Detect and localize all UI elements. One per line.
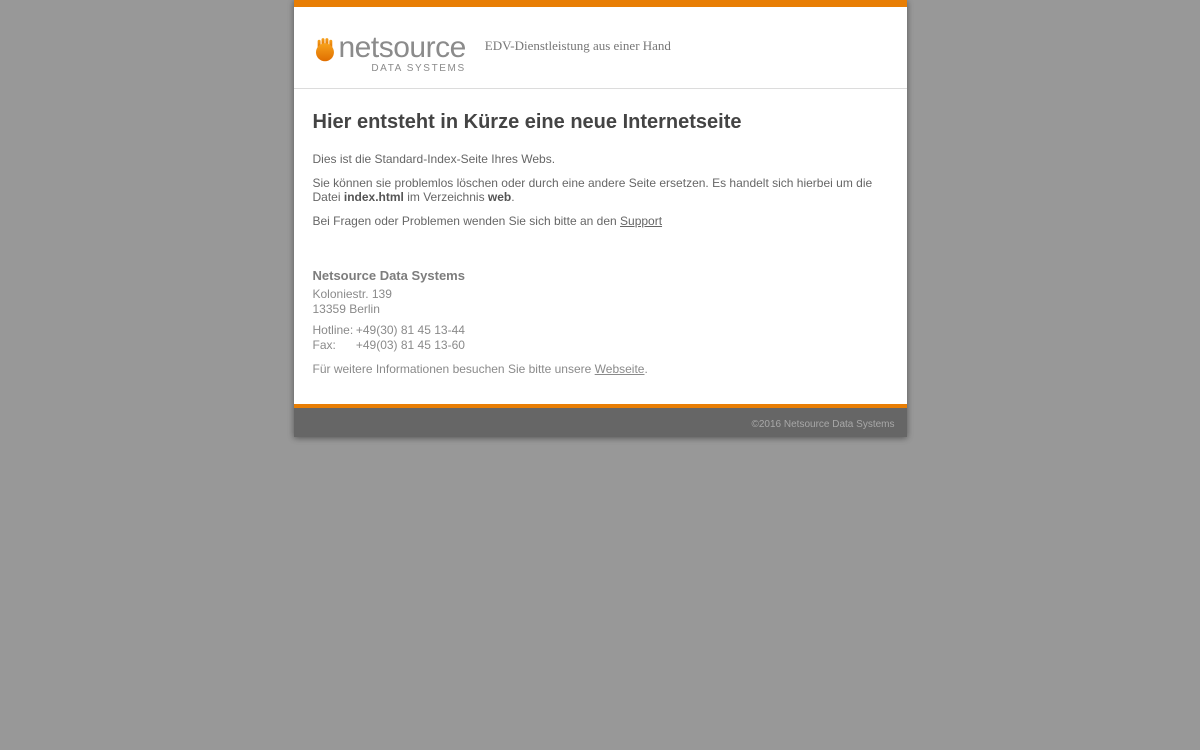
hotline-label: Hotline: (312, 323, 354, 337)
support-link[interactable]: Support (620, 214, 663, 228)
city-address: 13359 Berlin (312, 302, 380, 316)
replace-info-text-2: im Verzeichnis (403, 190, 488, 204)
top-accent-bar (294, 0, 907, 7)
footer (294, 408, 907, 437)
directory-text: web (487, 190, 512, 204)
logo-name: netsource (338, 31, 466, 64)
paragraph-standard-index-text: Dies ist die Standard-Index-Seite Ihres Webs. (312, 152, 556, 166)
replace-info-text-1: Sie können sie problemlos löschen oder durch eine andere Seite ersetzen. Es handelt sich hierbei um die Datei (312, 176, 873, 204)
header (294, 7, 907, 89)
logo-subtitle: DATA SYSTEMS (371, 63, 466, 74)
tagline: EDV-Dienstleistung aus einer Hand (484, 38, 671, 53)
website-info-line (313, 362, 888, 376)
website-info-text: Für weitere Informationen besuchen Sie bitte unsere (312, 362, 595, 376)
page-title: Hier entsteht in Kürze eine neue Internetseite (312, 111, 742, 133)
support-text: Bei Fragen oder Problemen wenden Sie sich bitte an den (312, 214, 621, 228)
hotline-row (313, 323, 888, 338)
phone-block (313, 323, 888, 353)
hotline-number: +49(30) 81 45 13-44 (355, 323, 465, 337)
fax-row (313, 338, 888, 353)
contact-block (313, 268, 888, 376)
main-content (294, 89, 907, 404)
hand-ball-icon (313, 37, 336, 62)
company-name: Netsource Data Systems (312, 268, 465, 283)
paragraph-standard-index (313, 152, 888, 166)
replace-info-text-3: . (511, 190, 515, 204)
website-info-suffix: . (644, 362, 648, 376)
placeholder-card (294, 0, 907, 437)
website-link[interactable]: Webseite (594, 362, 645, 376)
logo-text (338, 31, 466, 74)
filename-text: index.html (343, 190, 404, 204)
fax-label: Fax: (312, 338, 336, 352)
street-address: Koloniestr. 139 (312, 287, 392, 301)
paragraph-support (313, 214, 888, 228)
paragraph-replace-info (313, 176, 888, 204)
copyright-text: ©2016 Netsource Data Systems (751, 419, 895, 430)
logo (313, 31, 466, 74)
fax-number: +49(03) 81 45 13-60 (355, 338, 465, 352)
